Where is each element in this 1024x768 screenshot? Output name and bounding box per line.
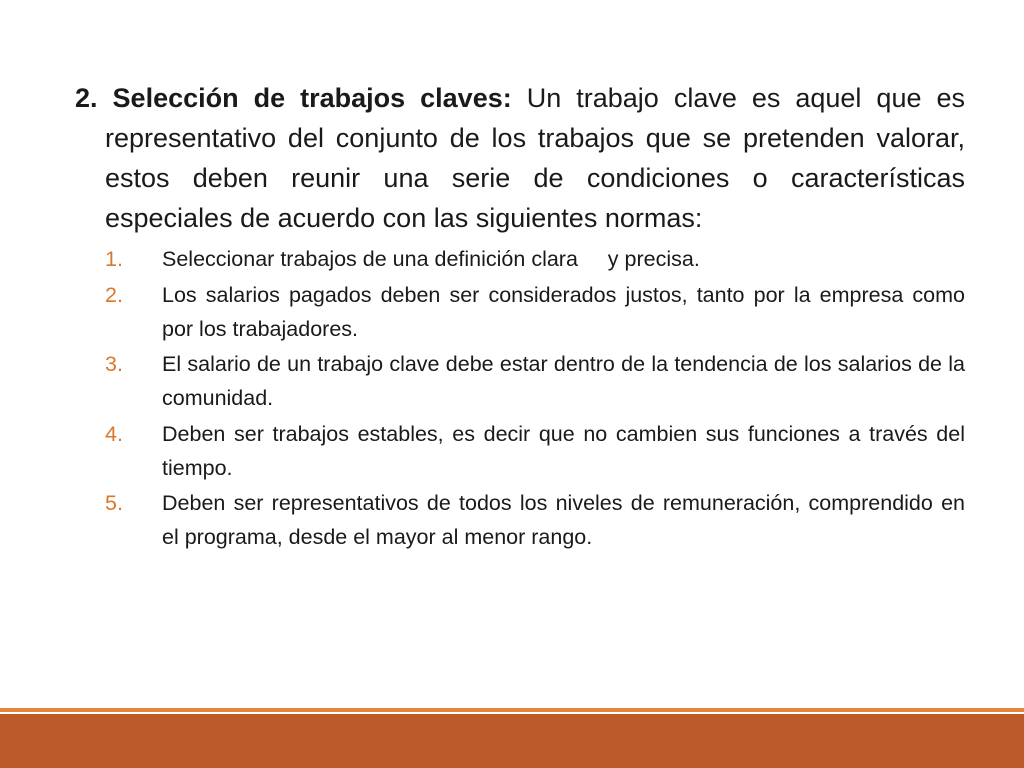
list-item [75, 347, 965, 415]
heading-number: 2. [75, 83, 98, 113]
heading-title: Selección de trabajos claves: [112, 83, 512, 113]
list-item [75, 486, 965, 554]
norms-list [75, 242, 965, 554]
list-marker: 5. [105, 491, 123, 515]
heading-text: Un trabajo clave es aquel que es representativo del conjunto de los trabajos que se pretenden valorar, estos deben reunir una serie de condiciones o características especiales de acuerdo con las siguientes normas: [105, 83, 965, 233]
list-marker: 4. [105, 421, 123, 446]
list-item-text: Seleccionar trabajos de una definición clara y precisa. [162, 247, 700, 271]
list-item [75, 242, 965, 276]
list-marker: 2. [105, 282, 123, 307]
list-item [75, 278, 965, 346]
list-marker: 3. [105, 352, 123, 376]
footer-accent-line [0, 708, 1024, 712]
list-marker: 1. [105, 247, 123, 271]
list-item [75, 417, 965, 485]
footer-bar [0, 714, 1024, 768]
list-item-text: Deben ser trabajos estables, es decir que no cambien sus funciones a través del tiempo. [162, 421, 965, 480]
heading-paragraph [75, 78, 965, 238]
slide-content [75, 78, 965, 556]
list-item-text: Deben ser representativos de todos los niveles de remuneración, comprendido en el programa, desde el mayor al menor rango. [162, 491, 965, 549]
list-item-text: Los salarios pagados deben ser considerados justos, tanto por la empresa como por los trabajadores. [162, 282, 965, 341]
list-item-text: El salario de un trabajo clave debe estar dentro de la tendencia de los salarios de la comunidad. [162, 352, 965, 410]
